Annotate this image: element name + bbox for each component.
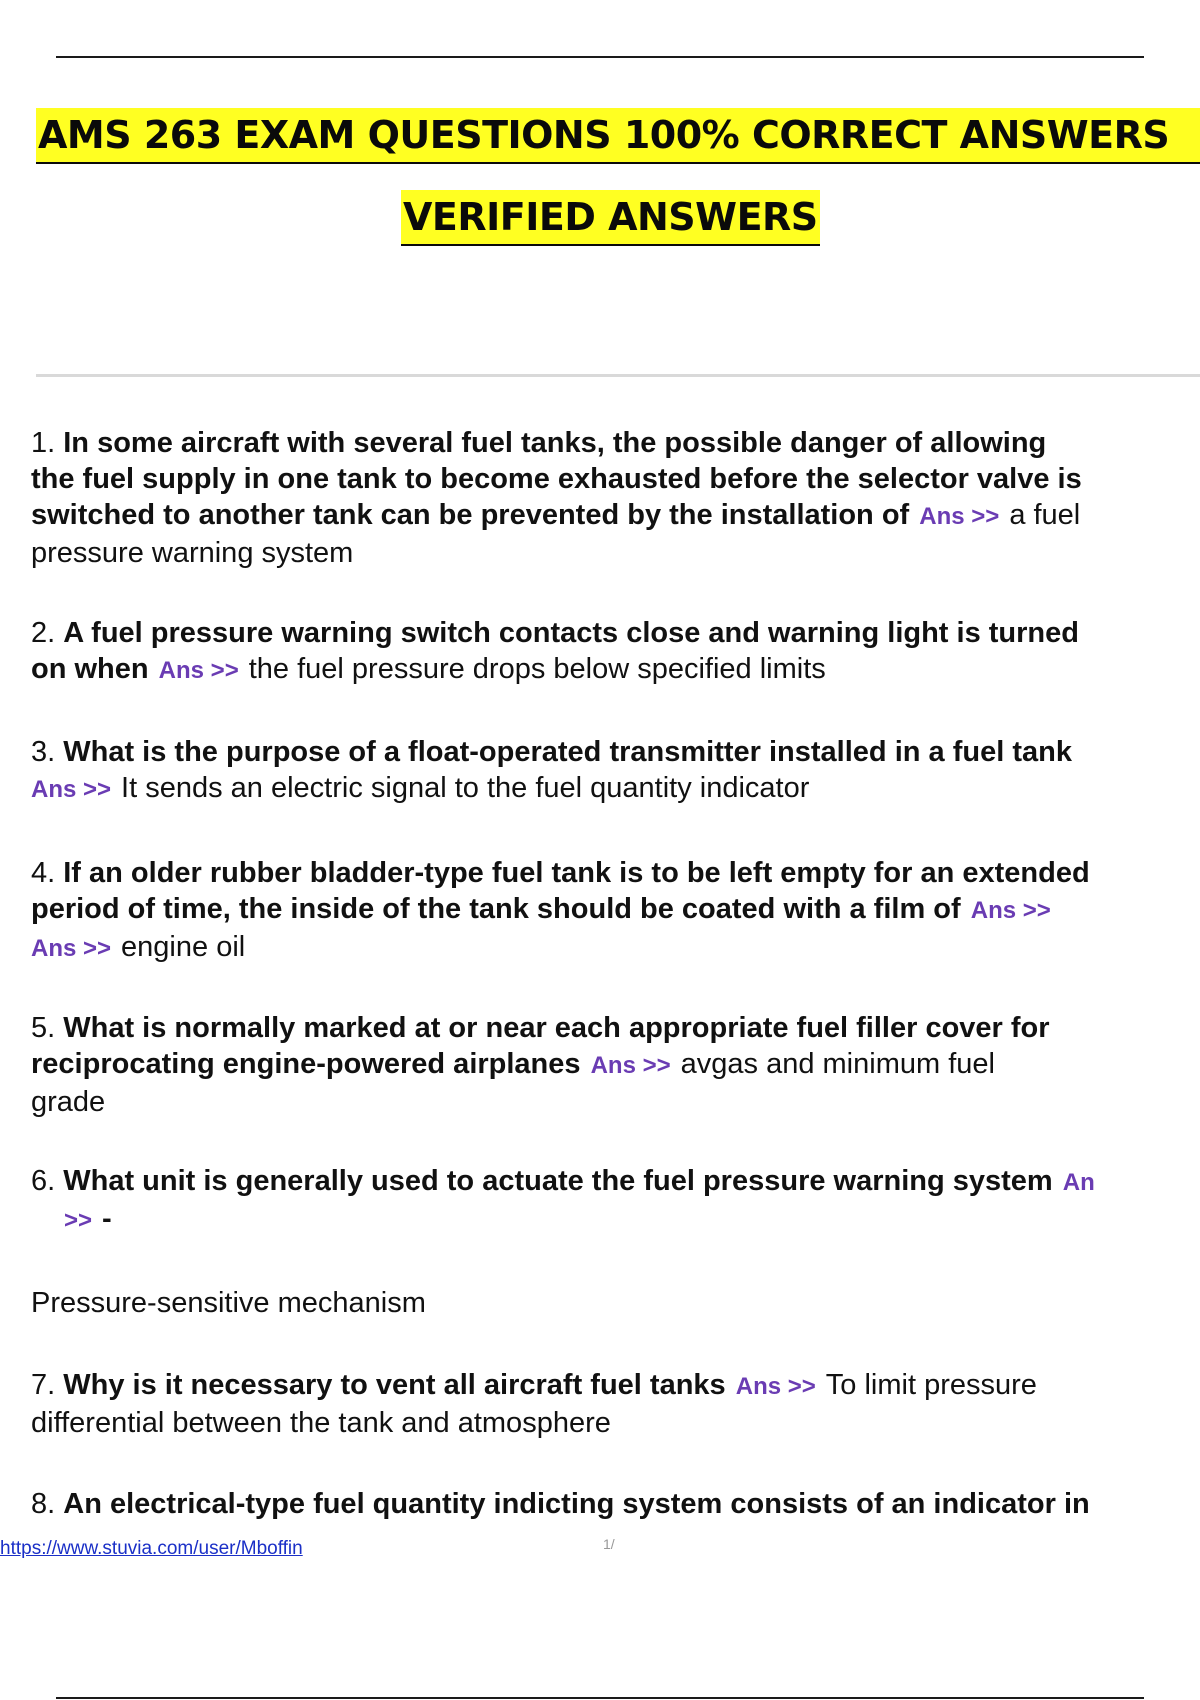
question-3 [31, 734, 1072, 808]
question-text: What is the purpose of a float-operated transmitter installed in a fuel tank [63, 736, 1072, 768]
ans-marker: Ans >> [31, 935, 112, 962]
question-number: 8. [31, 1488, 56, 1520]
answer-text: avgas and minimum fuel [680, 1048, 995, 1080]
bottom-rule [56, 1697, 1144, 1699]
question-text: What unit is generally used to actuate the fuel pressure warning system [63, 1165, 1053, 1197]
footer-user-link[interactable]: https://www.stuvia.com/user/Mboffin [0, 1538, 303, 1559]
question-text: reciprocating engine-powered airplanes [31, 1048, 581, 1080]
question-2 [31, 615, 1079, 689]
ans-marker: Ans >> [590, 1052, 671, 1079]
title-divider [36, 374, 1200, 377]
question-text: In some aircraft with several fuel tanks, the possible danger of allowing [63, 427, 1047, 459]
question-text: An electrical-type fuel quantity indicting system consists of an indicator in [63, 1488, 1090, 1520]
question-number: 1. [31, 427, 56, 459]
answer-text: engine oil [121, 931, 246, 963]
question-1 [31, 425, 1082, 571]
ans-marker: Ans >> [158, 657, 239, 684]
top-rule [56, 56, 1144, 58]
answer-text: a fuel [1009, 499, 1081, 531]
answer-text: Pressure-sensitive mechanism [31, 1287, 426, 1319]
ans-marker: Ans >> [735, 1373, 816, 1400]
question-6 [31, 1163, 1105, 1239]
question-8 [31, 1486, 1090, 1522]
ans-marker-partial: An [1062, 1169, 1095, 1196]
question-text: If an older rubber bladder-type fuel tank is to be left empty for an extended [63, 857, 1090, 889]
question-7 [31, 1367, 1037, 1441]
question-text: What is normally marked at or near each appropriate fuel filler cover for [63, 1012, 1050, 1044]
ans-marker: Ans >> [31, 776, 112, 803]
title-line-2: VERIFIED ANSWERS [401, 190, 820, 246]
question-5 [31, 1010, 1050, 1120]
answer-text: pressure warning system [31, 537, 354, 569]
answer-text: differential between the tank and atmosphere [31, 1407, 611, 1439]
question-text: period of time, the inside of the tank should be coated with a film of [31, 893, 961, 925]
answer-dash: - [102, 1203, 112, 1235]
question-number: 3. [31, 736, 56, 768]
title-line-1: AMS 263 EXAM QUESTIONS 100% CORRECT ANSWERS [36, 108, 1200, 164]
question-text: on when [31, 653, 149, 685]
question-text: the fuel supply in one tank to become exhausted before the selector valve is [31, 463, 1082, 495]
question-text: switched to another tank can be prevented by the installation of [31, 499, 910, 531]
ans-marker: Ans >> [919, 503, 1000, 530]
question-number: 6. [31, 1165, 56, 1197]
answer-6 [31, 1285, 426, 1321]
question-number: 2. [31, 617, 56, 649]
question-number: 7. [31, 1369, 56, 1401]
question-4 [31, 855, 1090, 967]
ans-marker-partial: >> [64, 1207, 93, 1234]
answer-text: To limit pressure [825, 1369, 1037, 1401]
ans-marker: Ans >> [970, 897, 1051, 924]
answer-text: the fuel pressure drops below specified limits [248, 653, 826, 685]
question-number: 4. [31, 857, 56, 889]
answer-text: grade [31, 1086, 106, 1118]
question-number: 5. [31, 1012, 56, 1044]
question-text: A fuel pressure warning switch contacts close and warning light is turned [63, 617, 1079, 649]
page-number: 1/ [603, 1536, 615, 1552]
question-text: Why is it necessary to vent all aircraft fuel tanks [63, 1369, 726, 1401]
answer-text: It sends an electric signal to the fuel quantity indicator [121, 772, 810, 804]
